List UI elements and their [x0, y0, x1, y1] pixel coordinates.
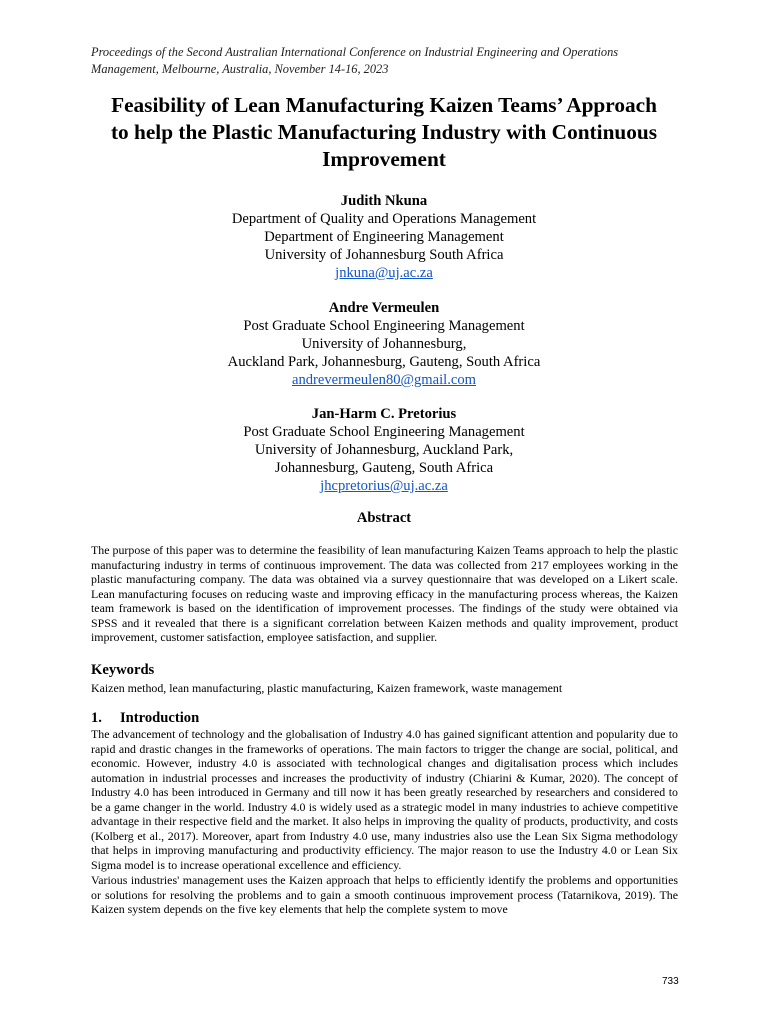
title-line: Improvement [322, 147, 446, 171]
author-affiliation: University of Johannesburg, Auckland Park, [254, 442, 514, 458]
abstract-text: The purpose of this paper was to determine the feasibility of lean manufacturing Kaizen Teams approach to help the plastic manufacturing industry in terms of continuous improvement. The data was collected from 217 employees working in the plastic manufacturing company. The data was obtained via a survey questionnaire that was developed on a Likert scale. Lean manufacturing focuses on reducing waste and improving efficacy in the manufacturing process whereas, the Kaizen team framework is based on the identification of improvement processes. The findings of the study were obtained via SPSS and it revealed that there is a significant correlation between Kaizen methods and quality improvement, product improvement, customer satisfaction, employee satisfaction, and supplier. [91, 543, 678, 645]
author-name: Judith Nkuna [340, 193, 428, 209]
header-line: Management, Melbourne, Australia, November 14-16, 2023 [91, 62, 389, 76]
page-number: 733 [662, 976, 679, 987]
intro-paragraph: Various industries' management uses the Kaizen approach that helps to efficiently identify the problems and opportunities or solutions for resolving the problems and to gain a smooth continuous improvement process (Tatarnikova, 2019). The Kaizen system depends on the five key elements that help the complete system to move [91, 873, 678, 917]
header-line: Proceedings of the Second Australian International Conference on Industrial Engineering and Operations [91, 45, 619, 59]
section-number: 1. [91, 710, 102, 726]
author-name: Jan-Harm C. Pretorius [311, 406, 457, 422]
author-affiliation: Auckland Park, Johannesburg, Gauteng, South Africa [227, 354, 541, 370]
author-block [84, 192, 684, 282]
author-name: Andre Vermeulen [328, 300, 440, 316]
author-email-link[interactable]: jnkuna@uj.ac.za [335, 265, 433, 281]
author-affiliation: University of Johannesburg, [301, 336, 467, 352]
title-line: to help the Plastic Manufacturing Industry with Continuous [110, 120, 658, 144]
author-block [84, 405, 684, 495]
author-affiliation: Post Graduate School Engineering Management [243, 424, 525, 440]
author-email-link[interactable]: andrevermeulen80@gmail.com [291, 372, 477, 388]
section-heading [91, 709, 199, 727]
author-affiliation: Department of Engineering Management [264, 229, 504, 245]
intro-paragraph: The advancement of technology and the globalisation of Industry 4.0 has gained significant attention and popularity due to rapid and drastic changes in the frameworks of operations. The main factors to trigger the change are social, political, and economic. However, industry 4.0 is associated with technological changes and digitalisation process which includes automation in industrial processes and increases the productivity of industry (Chiarini & Kumar, 2020). The concept of Industry 4.0 has been introduced in Germany and till now it has been greatly researched by researchers and considered to be a game changer in the world. Industry 4.0 is widely used as a strategic model in many industries to achieve competitive advantage in their respective field and the market. It also helps in improving the quality of products, productivity, and costs (Kolberg et al., 2017). Moreover, apart from Industry 4.0 use, many industries also use the Lean Six Sigma methodology that helps in improving manufacturing and productivity efficiency. The major reason to use the Industry 4.0 or Lean Six Sigma model is to increase operational excellence and efficiency. [91, 727, 678, 872]
keywords-text: Kaizen method, lean manufacturing, plastic manufacturing, Kaizen framework, waste management [91, 681, 563, 695]
author-affiliation: Post Graduate School Engineering Management [243, 318, 525, 334]
author-affiliation: Department of Quality and Operations Management [231, 211, 537, 227]
section-title: Introduction [120, 710, 200, 726]
abstract-heading: Abstract [356, 510, 412, 526]
author-email-link[interactable]: jhcpretorius@uj.ac.za [320, 478, 448, 494]
proceedings-header [91, 44, 691, 78]
author-affiliation: Johannesburg, Gauteng, South Africa [274, 460, 494, 476]
title-line: Feasibility of Lean Manufacturing Kaizen Teams’ Approach [111, 93, 657, 117]
author-affiliation: University of Johannesburg South Africa [264, 247, 504, 263]
paper-title [60, 92, 708, 173]
keywords-heading: Keywords [91, 662, 155, 678]
author-block [84, 299, 684, 389]
